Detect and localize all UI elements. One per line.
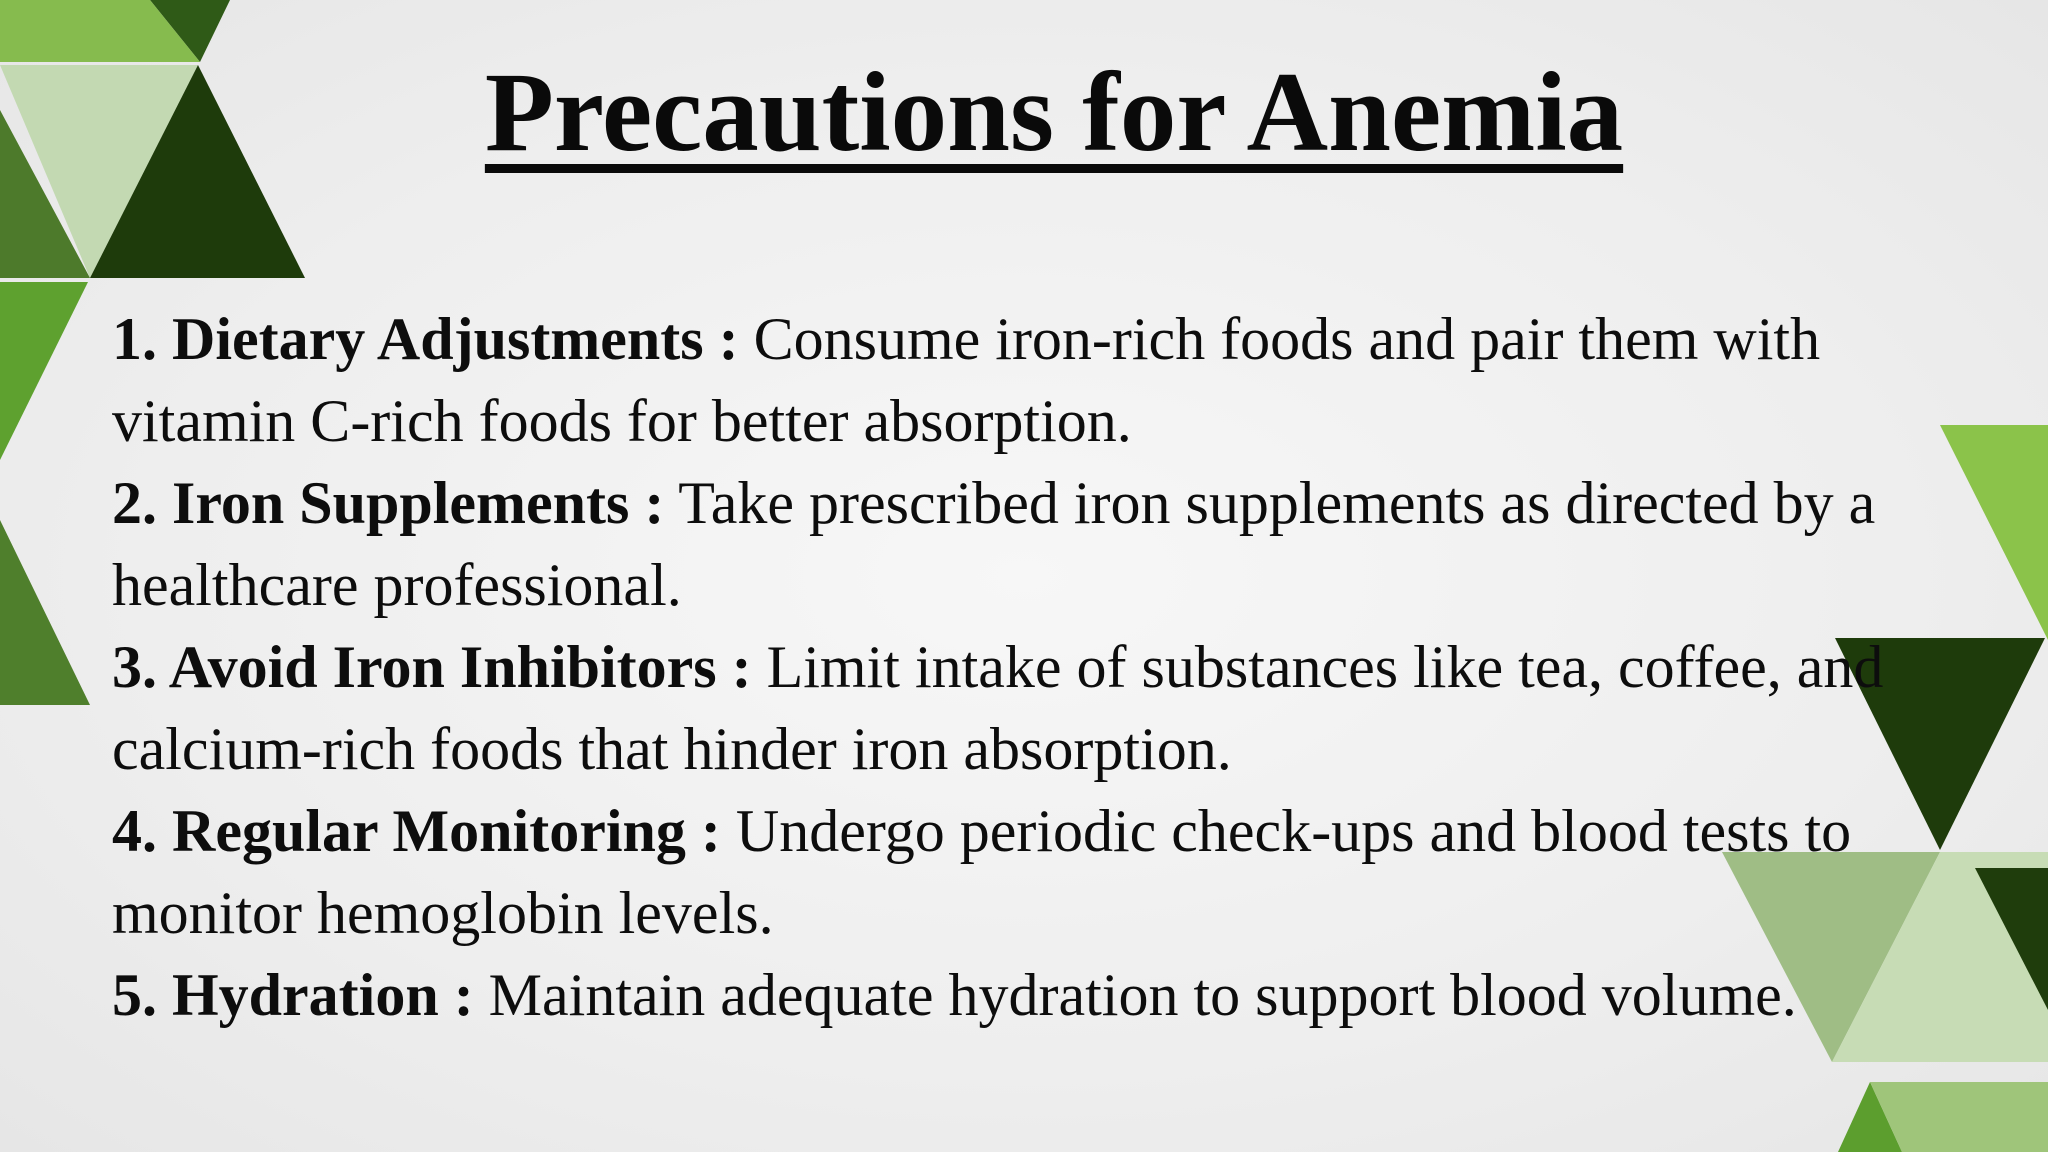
precautions-list <box>112 298 1942 1036</box>
list-item <box>112 626 1942 790</box>
item-text: Undergo periodic check-ups and blood tests to monitor hemoglobin levels. <box>112 798 1852 946</box>
page-title: Precautions for Anemia <box>484 50 1624 175</box>
item-heading: 2. Iron Supplements : <box>112 470 665 536</box>
item-text: Take prescribed iron supplements as directed by a healthcare professional. <box>112 470 1876 618</box>
right-triangle-light <box>1940 425 2048 640</box>
item-text: Limit intake of substances like tea, coffee, and calcium-rich foods that hinder iron absorption. <box>112 634 1884 782</box>
item-heading: 1. Dietary Adjustments : <box>112 306 739 372</box>
item-text: Consume iron-rich foods and pair them with vitamin C-rich foods for better absorption. <box>112 306 1821 454</box>
left-triangle-green <box>0 520 90 705</box>
list-item <box>112 790 1942 954</box>
left-triangle-bright <box>0 282 88 460</box>
list-item <box>112 298 1942 462</box>
item-heading: 5. Hydration : <box>112 962 474 1028</box>
list-item <box>112 954 1942 1036</box>
item-heading: 3. Avoid Iron Inhibitors : <box>112 634 752 700</box>
item-text: Maintain adequate hydration to support blood volume. <box>488 962 1797 1028</box>
list-item <box>112 462 1942 626</box>
item-heading: 4. Regular Monitoring : <box>112 798 721 864</box>
